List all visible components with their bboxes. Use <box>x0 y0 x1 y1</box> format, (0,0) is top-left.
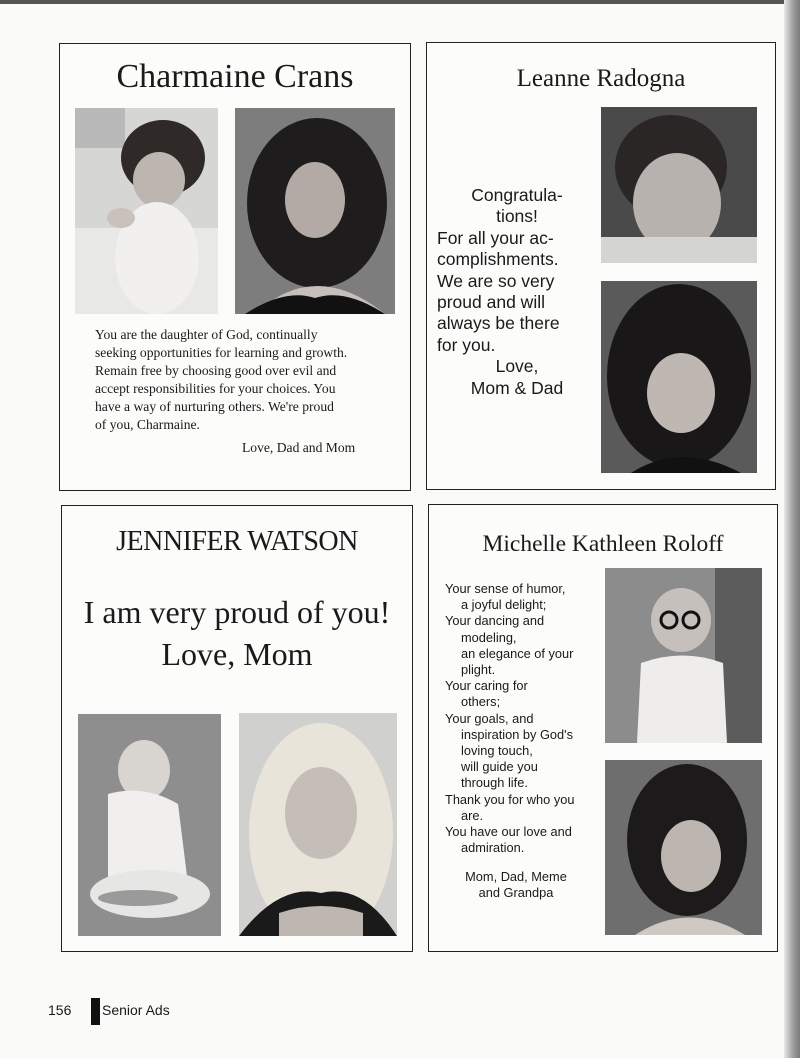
signature-line: Mom & Dad <box>470 377 564 398</box>
message-line: loving touch, <box>461 743 533 759</box>
ad-michelle-kathleen-roloff <box>428 504 778 952</box>
message-line: You are the daughter of God, continually <box>95 327 318 342</box>
ad-name: Michelle Kathleen Roloff <box>482 531 724 557</box>
message-line: modeling, <box>461 629 517 645</box>
ad-name: JENNIFER WATSON <box>116 526 358 557</box>
baby-photo <box>75 108 218 314</box>
senior-portrait <box>235 108 395 314</box>
message-line: proud and will <box>437 292 545 313</box>
scan-binding-edge <box>784 0 800 1058</box>
message-line: others; <box>461 694 501 710</box>
message-line: Your caring for <box>445 678 528 694</box>
message-line: through life. <box>461 775 528 791</box>
message-line: seeking opportunities for learning and growth. <box>95 345 348 360</box>
senior-portrait <box>239 713 397 936</box>
message-line: for you. <box>437 334 496 355</box>
message-line: an elegance of your <box>461 645 574 661</box>
ad-charmaine-crans <box>59 43 411 491</box>
baby-photo <box>605 568 762 743</box>
message-line: I am very proud of you! <box>83 594 391 630</box>
message-line: plight. <box>461 662 496 678</box>
baby-photo <box>601 107 757 263</box>
baby-photo <box>78 714 221 936</box>
folio-bar <box>91 998 100 1025</box>
signature-line: Mom, Dad, Meme <box>465 869 567 884</box>
page-number: 156 <box>48 1002 72 1018</box>
message-line: Love, Mom <box>161 636 313 672</box>
message-line: tions! <box>496 206 538 227</box>
message-line: Thank you for who you <box>445 791 575 807</box>
senior-portrait <box>605 760 762 935</box>
message-line: always be there <box>437 313 560 334</box>
signature-line: and Grandpa <box>478 885 554 901</box>
ad-message <box>445 581 574 856</box>
message-line: of you, Charmaine. <box>95 417 200 432</box>
signature-line: Love, <box>495 356 539 377</box>
message-line: For all your ac- <box>437 227 554 248</box>
message-line: are. <box>461 807 484 823</box>
scan-top-edge <box>0 0 800 4</box>
senior-portrait <box>601 281 757 473</box>
message-line: Remain free by choosing good over evil and <box>95 363 337 378</box>
message-line: will guide you <box>461 759 538 775</box>
message-line: inspiration by God's <box>461 726 573 742</box>
ad-leanne-radogna <box>426 42 776 490</box>
message-line: have a way of nurturing others. We're proud <box>95 399 334 414</box>
section-label: Senior Ads <box>102 1002 170 1018</box>
ad-jennifer-watson <box>61 505 413 952</box>
message-line: Congratula- <box>471 185 563 205</box>
message-line: accept responsibilities for your choices. You <box>95 381 336 396</box>
message-line: Your goals, and <box>445 710 534 726</box>
message-line: Your dancing and <box>445 613 545 629</box>
ad-name: Charmaine Crans <box>116 58 354 95</box>
ad-signature: Love, Dad and Mom <box>242 440 356 455</box>
ad-signature <box>445 869 587 901</box>
ad-message <box>95 326 347 434</box>
ad-name: Leanne Radogna <box>516 65 686 92</box>
message-line: Your sense of humor, <box>445 581 566 596</box>
message-line: admiration. <box>461 840 525 856</box>
ad-message <box>437 185 597 399</box>
message-line: complishments. <box>437 249 559 270</box>
message-line: We are so very <box>437 270 555 291</box>
message-line: You have our love and <box>445 824 572 840</box>
message-line: a joyful delight; <box>461 597 547 613</box>
